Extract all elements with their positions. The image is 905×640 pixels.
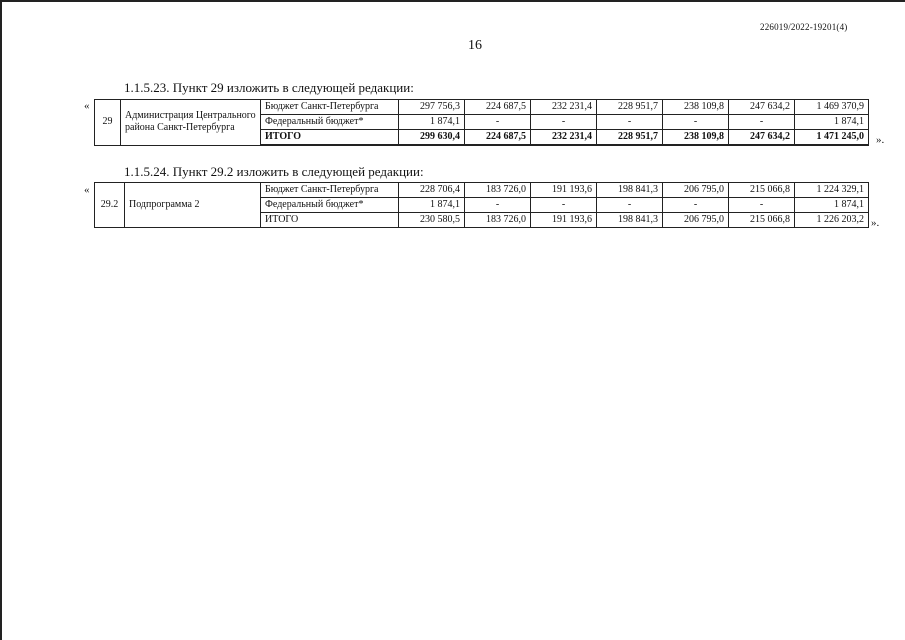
value-cell: 299 630,4 (399, 130, 465, 146)
value-cell: 232 231,4 (531, 130, 597, 146)
value-cell: 247 634,2 (729, 100, 795, 115)
total-value-cell: 1 471 245,0 (795, 130, 869, 146)
value-cell: - (597, 115, 663, 130)
total-value-cell: 1 224 329,1 (795, 183, 869, 198)
entity-name: Администрация Центрального района Санкт-Петербурга (121, 100, 261, 146)
value-cell: 215 066,8 (729, 183, 795, 198)
total-value-cell: 1 469 370,9 (795, 100, 869, 115)
table-row (95, 100, 869, 115)
value-cell: 228 706,4 (399, 183, 465, 198)
page-number: 16 (468, 38, 482, 53)
value-cell: 191 193,6 (531, 213, 597, 228)
value-cell: 224 687,5 (465, 100, 531, 115)
funding-source: Бюджет Санкт-Петербурга (261, 183, 399, 198)
entity-name: Подпрограмма 2 (125, 183, 261, 228)
document-number: 226019/2022-19201(4) (760, 22, 848, 32)
value-cell: - (531, 115, 597, 130)
value-cell: 206 795,0 (663, 213, 729, 228)
funding-source: ИТОГО (261, 213, 399, 228)
value-cell: 1 874,1 (399, 115, 465, 130)
quote-close: ». (876, 134, 885, 146)
value-cell: 228 951,7 (597, 130, 663, 146)
value-cell: - (729, 198, 795, 213)
budget-table-29 (94, 99, 869, 146)
value-cell: 206 795,0 (663, 183, 729, 198)
value-cell: 230 580,5 (399, 213, 465, 228)
quote-open: « (84, 184, 90, 196)
total-value-cell: 1 874,1 (795, 115, 869, 130)
value-cell: 297 756,3 (399, 100, 465, 115)
value-cell: - (465, 115, 531, 130)
row-index: 29 (95, 100, 121, 146)
scan-border-left (0, 0, 2, 640)
section-title-29: 1.1.5.23. Пункт 29 изложить в следующей редакции: (124, 80, 414, 95)
quote-open: « (84, 100, 90, 112)
value-cell: 198 841,3 (597, 213, 663, 228)
value-cell: 247 634,2 (729, 130, 795, 146)
quote-close: ». (871, 217, 880, 229)
row-index: 29.2 (95, 183, 125, 228)
value-cell: 238 109,8 (663, 100, 729, 115)
value-cell: - (663, 115, 729, 130)
funding-source: Федеральный бюджет* (261, 198, 399, 213)
total-value-cell: 1 874,1 (795, 198, 869, 213)
value-cell: - (531, 198, 597, 213)
value-cell: 232 231,4 (531, 100, 597, 115)
funding-source: Федеральный бюджет* (261, 115, 399, 130)
scan-border-top (0, 0, 905, 2)
value-cell: 215 066,8 (729, 213, 795, 228)
value-cell: 198 841,3 (597, 183, 663, 198)
section-title-29-2: 1.1.5.24. Пункт 29.2 изложить в следующей редакции: (124, 164, 424, 179)
value-cell: 228 951,7 (597, 100, 663, 115)
value-cell: - (729, 115, 795, 130)
value-cell: 183 726,0 (465, 183, 531, 198)
value-cell: - (597, 198, 663, 213)
value-cell: 1 874,1 (399, 198, 465, 213)
total-value-cell: 1 226 203,2 (795, 213, 869, 228)
value-cell: - (663, 198, 729, 213)
funding-source: Бюджет Санкт-Петербурга (261, 100, 399, 115)
value-cell: - (465, 198, 531, 213)
value-cell: 224 687,5 (465, 130, 531, 146)
value-cell: 191 193,6 (531, 183, 597, 198)
funding-source: ИТОГО (261, 130, 399, 146)
value-cell: 238 109,8 (663, 130, 729, 146)
table-row (95, 183, 869, 198)
value-cell: 183 726,0 (465, 213, 531, 228)
budget-table-29-2 (94, 182, 869, 228)
